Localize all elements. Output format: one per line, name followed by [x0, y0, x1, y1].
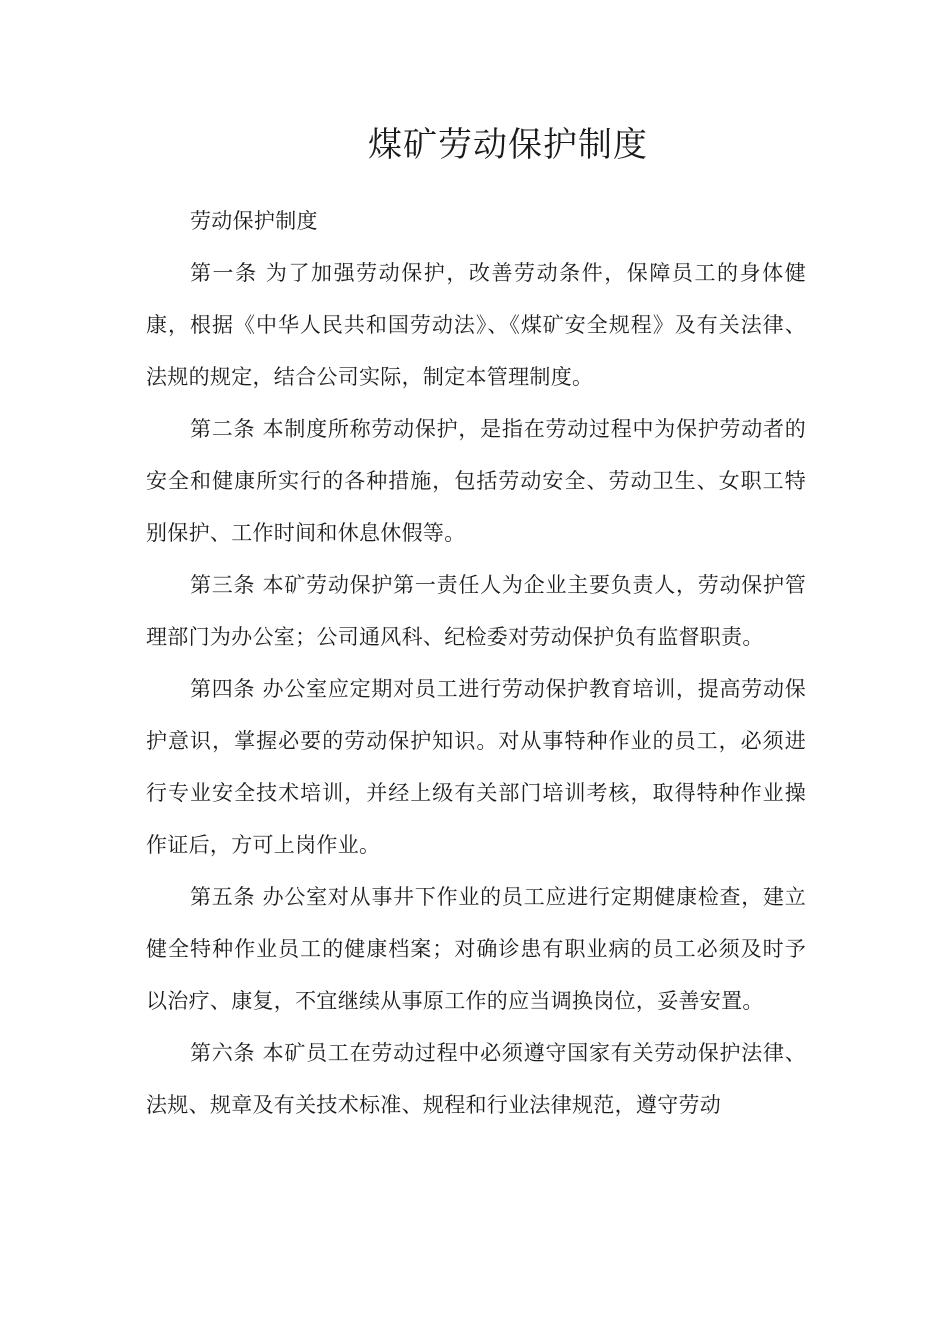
document-body	[146, 195, 806, 1131]
article-6: 第六条 本矿员工在劳动过程中必须遵守国家有关劳动保护法律、法规、规章及有关技术标准、规程和行业法律规范，遵守劳动	[146, 1041, 806, 1117]
article-2: 第二条 本制度所称劳动保护，是指在劳动过程中为保护劳动者的安全和健康所实行的各种措施，包括劳动安全、劳动卫生、女职工特别保护、工作时间和休息休假等。	[146, 417, 806, 545]
article-4: 第四条 办公室应定期对员工进行劳动保护教育培训，提高劳动保护意识，掌握必要的劳动保护知识。对从事特种作业的员工，必须进行专业安全技术培训，并经上级有关部门培训考核，取得特种作业操作证后，方可上岗作业。	[146, 677, 806, 857]
article-5: 第五条 办公室对从事井下作业的员工应进行定期健康检查，建立健全特种作业员工的健康档案；对确诊患有职业病的员工必须及时予以治疗、康复，不宜继续从事原工作的应当调换岗位，妥善安置。	[146, 885, 806, 1013]
article-1: 第一条 为了加强劳动保护，改善劳动条件，保障员工的身体健康，根据《中华人民共和国劳动法》、《煤矿安全规程》及有关法律、法规的规定，结合公司实际，制定本管理制度。	[146, 261, 806, 389]
document-title: 煤矿劳动保护制度	[368, 125, 648, 165]
section-heading: 劳动保护制度	[190, 209, 318, 233]
article-3: 第三条 本矿劳动保护第一责任人为企业主要负责人，劳动保护管理部门为办公室；公司通风科、纪检委对劳动保护负有监督职责。	[146, 573, 806, 649]
